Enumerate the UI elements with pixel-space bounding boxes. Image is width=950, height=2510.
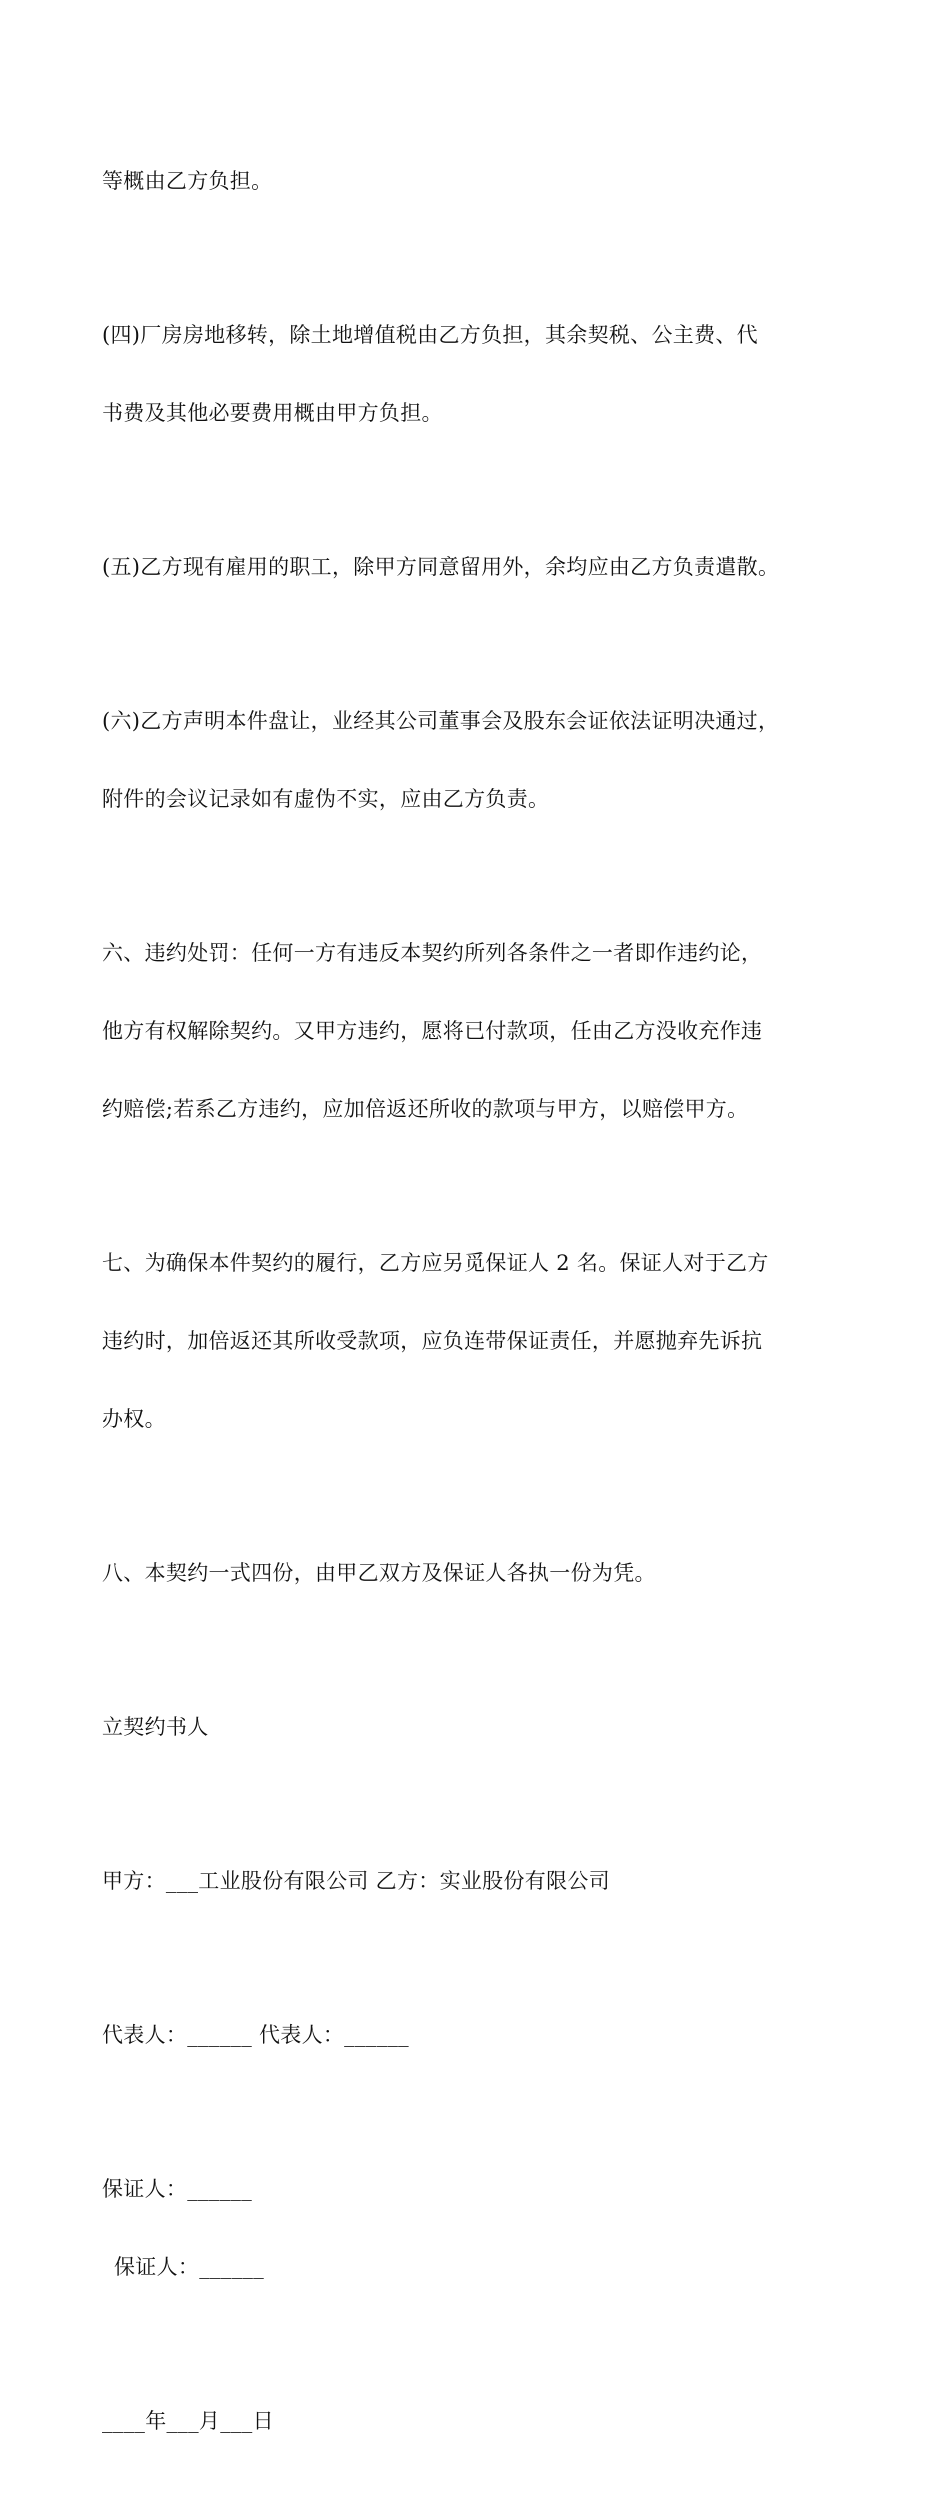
paragraph-line: 六、违约处罚：任何一方有违反本契约所列各条件之一者即作违约论， bbox=[102, 941, 763, 965]
paragraph-line: 违约时，加倍返还其所收受款项，应负连带保证责任，并愿抛弃先诉抗 bbox=[102, 1329, 763, 1353]
signature-date: ____年___月___日 bbox=[102, 2409, 274, 2433]
paragraph-line: (四)厂房房地移转，除土地增值税由乙方负担，其余契税、公主费、代 bbox=[102, 323, 758, 347]
paragraph-line: 他方有权解除契约。又甲方违约，愿将已付款项，任由乙方没收充作违 bbox=[102, 1019, 763, 1043]
paragraph-line: 等概由乙方负担。 bbox=[102, 169, 273, 193]
paragraph-breach-penalty bbox=[102, 888, 862, 1174]
paragraph-clause-6 bbox=[102, 656, 862, 864]
paragraph-clause-4 bbox=[102, 270, 862, 478]
paragraph-line: 八、本契约一式四份，由甲乙双方及保证人各执一份为凭。 bbox=[102, 1561, 656, 1585]
signature-parties: 甲方：___工业股份有限公司 乙方：实业股份有限公司 bbox=[102, 1869, 610, 1893]
paragraph-line: 办权。 bbox=[102, 1407, 166, 1431]
signature-representatives: 代表人：______ 代表人：______ bbox=[102, 2023, 409, 2047]
paragraph-line: (五)乙方现有雇用的职工，除甲方同意留用外，余均应由乙方负责遣散。 bbox=[102, 555, 780, 579]
paragraph-line: (六)乙方声明本件盘让，业经其公司董事会及股东会证依法证明决通过， bbox=[102, 709, 780, 733]
paragraph-copies bbox=[102, 1508, 862, 1638]
paragraph-line: 书费及其他必要费用概由甲方负担。 bbox=[102, 401, 443, 425]
paragraph-line: 约赔偿;若系乙方违约，应加倍返还所收的款项与甲方，以赔偿甲方。 bbox=[102, 1097, 749, 1121]
signature-guarantors bbox=[102, 2124, 862, 2332]
guarantor-line-2: 保证人：______ bbox=[114, 2255, 264, 2279]
paragraph-line: 附件的会议记录如有虚伪不实，应由乙方负责。 bbox=[102, 787, 550, 811]
signature-heading: 立契约书人 bbox=[102, 1715, 209, 1739]
paragraph-line: 七、为确保本件契约的履行，乙方应另觅保证人 2 名。保证人对于乙方 bbox=[102, 1251, 769, 1275]
paragraph-1 bbox=[102, 116, 862, 246]
document-body bbox=[102, 116, 862, 2510]
guarantor-line-1: 保证人：______ bbox=[102, 2177, 252, 2201]
paragraph-guarantor bbox=[102, 1198, 862, 1484]
paragraph-clause-5 bbox=[102, 502, 862, 632]
